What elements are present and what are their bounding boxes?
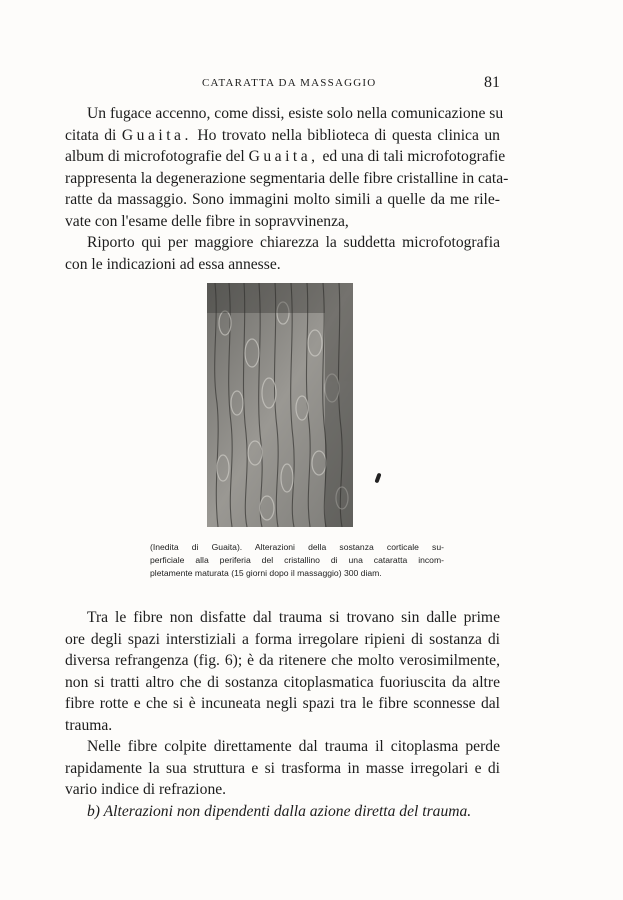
- text-span: album di microfotografie del: [65, 148, 245, 165]
- paragraph-3-line: trauma.: [65, 716, 113, 734]
- text-span: citata di: [65, 126, 117, 144]
- paragraph-3-line: ore degli spazi interstiziali a forma irregolare ripieni di sostanza di: [65, 630, 500, 648]
- paragraph-1-line: vate con l'esame delle fibre in sopravvinenza,: [65, 212, 349, 230]
- section-label: b): [87, 802, 100, 820]
- text-block-bottom: [65, 607, 500, 822]
- running-title: CATARATTA DA MASSAGGIO: [202, 77, 377, 89]
- micrograph-image: [207, 283, 353, 527]
- author-name: Guaita,: [248, 148, 319, 165]
- section-heading: [65, 801, 500, 823]
- author-name: Guaita.: [121, 126, 192, 144]
- page-number: 81: [484, 74, 500, 91]
- section-heading-text: Alterazioni non dipendenti dalla azione diretta del trauma.: [103, 802, 472, 820]
- paragraph-3-line: non si tratti altro che di sostanza citoplasmatica fuoriuscita da altre: [65, 673, 500, 691]
- paragraph-4-line: vario indice di refrazione.: [65, 781, 227, 798]
- text-block-top: [65, 103, 509, 275]
- paragraph-4-line: rapidamente la sua struttura e si trasforma in masse irregolari e di: [65, 759, 500, 777]
- micrograph-figure: [207, 283, 353, 527]
- caption-line: (Inedita di Guaita). Alterazioni della sostanza corticale su-: [150, 542, 444, 552]
- paragraph-1-line: [65, 125, 500, 147]
- paragraph-3-line: diversa refrangenza (fig. 6); è da ritenere che molto verosimilmente,: [65, 652, 500, 669]
- paragraph-1-line: Un fugace accenno, come dissi, esiste solo nella comunicazione su: [87, 105, 504, 122]
- paragraph-3-line: Tra le fibre non disfatte dal trauma si trovano sin dalle prime: [87, 609, 500, 626]
- ink-speck: [374, 473, 381, 484]
- text-span: ed una di tali microfotografie: [322, 148, 506, 165]
- paragraph-4-line: Nelle fibre colpite direttamente dal trauma il citoplasma perde: [87, 738, 500, 755]
- paragraph-2-line: Riporto qui per maggiore chiarezza la suddetta microfotografia: [87, 234, 500, 251]
- figure-caption: [150, 541, 444, 580]
- paragraph-1-line: [65, 146, 506, 168]
- paragraph-1-line: rappresenta la degenerazione segmentaria delle fibre cristalline in cata-: [65, 169, 509, 187]
- page-header: [0, 74, 623, 94]
- paragraph-3-line: fibre rotte e che si è incuneata negli spazi tra le fibre sconnesse dal: [65, 695, 500, 712]
- paragraph-1-line: ratte da massaggio. Sono immagini molto simili a quelle da me rile-: [65, 191, 500, 208]
- caption-line: pletamente maturata (15 giorni dopo il massaggio) 300 diam.: [150, 568, 382, 578]
- paragraph-2-line: con le indicazioni ad essa annesse.: [65, 255, 281, 273]
- caption-line: perficiale alla periferia del cristallino di una cataratta incom-: [150, 555, 444, 565]
- text-span: Ho trovato nella biblioteca di questa clinica un: [197, 126, 500, 144]
